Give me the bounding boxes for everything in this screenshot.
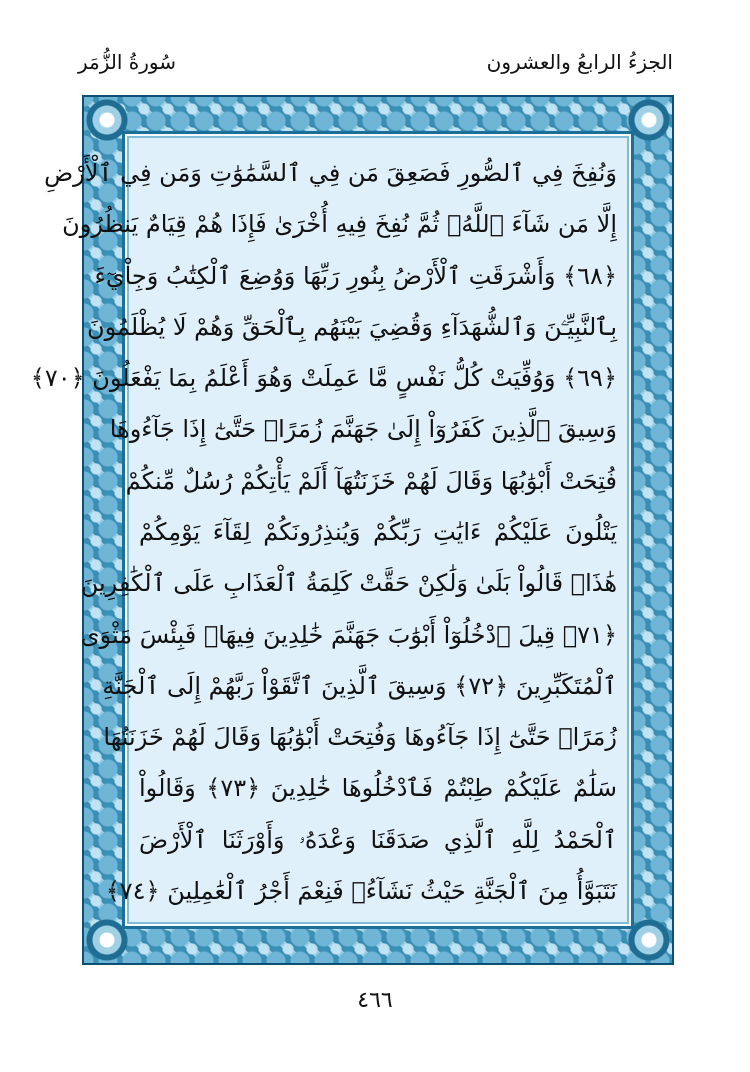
verse-line: ٱلْحَمْدُ لِلَّهِ ٱلَّذِي صَدَقَنَا وَعْدَهُۥ وَأَوْرَثَنَا ٱلْأَرْضَ [139,825,617,854]
text-panel [30,131,634,929]
ornamental-frame [30,95,674,965]
verse-line: بِٱلنَّبِيِّـۧنَ وَٱلشُّهَدَآءِ وَقُضِيَ بَيْنَهُم بِٱلْحَقِّ وَهُمْ لَا يُظْلَمُونَ [87,312,617,341]
verse-line: ٱلْمُتَكَبِّرِينَ ﴿٧٢﴾ وَسِيقَ ٱلَّذِينَ ٱتَّقَوْاْ رَبَّهُمْ إِلَى ٱلْجَنَّةِ [102,671,617,700]
verse-line: ﴿٦٨﴾ وَأَشْرَقَتِ ٱلْأَرْضُ بِنُورِ رَبِّهَا وَوُضِعَ ٱلْكِتَٰبُ وَجِاْيٓءَ [94,261,617,290]
verse-line: إِلَّا مَن شَآءَ ٱللَّهُۖ ثُمَّ نُفِخَ فِيهِ أُخْرَىٰ فَإِذَا هُمْ قِيَامٌ يَنظُرُونَ [62,210,617,239]
verse-line: ﴿٧١﴾ قِيلَ ٱدْخُلُوٓاْ أَبْوَٰبَ جَهَنَّمَ خَٰلِدِينَ فِيهَاۖ فَبِئْسَ مَثْوَى [80,620,617,649]
verse-line: وَنُفِخَ فِي ٱلصُّورِ فَصَعِقَ مَن فِي ٱلسَّمَٰوَٰتِ وَمَن فِي ٱلْأَرْضِ [44,159,617,187]
verse-line: ﴿٦٩﴾ وَوُفِّيَتْ كُلُّ نَفْسٍ مَّا عَمِلَتْ وَهُوَ أَعْلَمُ بِمَا يَفْعَلُونَ ﴿٧٠﴾ [30,364,617,393]
verse-line: سَلَٰمٌ عَلَيْكُمْ طِبْتُمْ فَٱدْخُلُوهَا خَٰلِدِينَ ﴿٧٣﴾ وَقَالُواْ [139,774,617,803]
verse-line: زُمَرًاۖ حَتَّىٰٓ إِذَا جَآءُوهَا وَفُتِحَتْ أَبْوَٰبُهَا وَقَالَ لَهُمْ خَزَنَتُهَا [103,723,617,752]
verse-line: يَتْلُونَ عَلَيْكُمْ ءَايَٰتِ رَبِّكُمْ وَيُنذِرُونَكُمْ لِقَآءَ يَوْمِكُمْ [139,517,617,546]
page-number: ٤٦٦ [357,988,393,1013]
verse-line: فُتِحَتْ أَبْوَٰبُهَا وَقَالَ لَهُمْ خَزَنَتُهَآ أَلَمْ يَأْتِكُمْ رُسُلٌ مِّنكُمْ [125,466,617,495]
page-header [78,50,673,90]
verse-lines [30,156,617,908]
verse-line: نَتَبَوَّأُ مِنَ ٱلْجَنَّةِ حَيْثُ نَشَآءُۖ فَنِعْمَ أَجْرُ ٱلْعَٰمِلِينَ ﴿٧٤﴾ [105,876,617,905]
surah-title: سُورةُ الزُّمَر [78,50,177,74]
verse-line: هَٰذَاۚ قَالُواْ بَلَىٰ وَلَٰكِنْ حَقَّتْ كَلِمَةُ ٱلْعَذَابِ عَلَى ٱلْكَٰفِرِينَ [80,569,617,598]
verse-line: وَسِيقَ ٱلَّذِينَ كَفَرُوٓاْ إِلَىٰ جَهَنَّمَ زُمَرًاۖ حَتَّىٰٓ إِذَا جَآءُوهَا [109,415,617,444]
juz-title: الجزءُ الرابعُ والعشرون [486,50,673,74]
